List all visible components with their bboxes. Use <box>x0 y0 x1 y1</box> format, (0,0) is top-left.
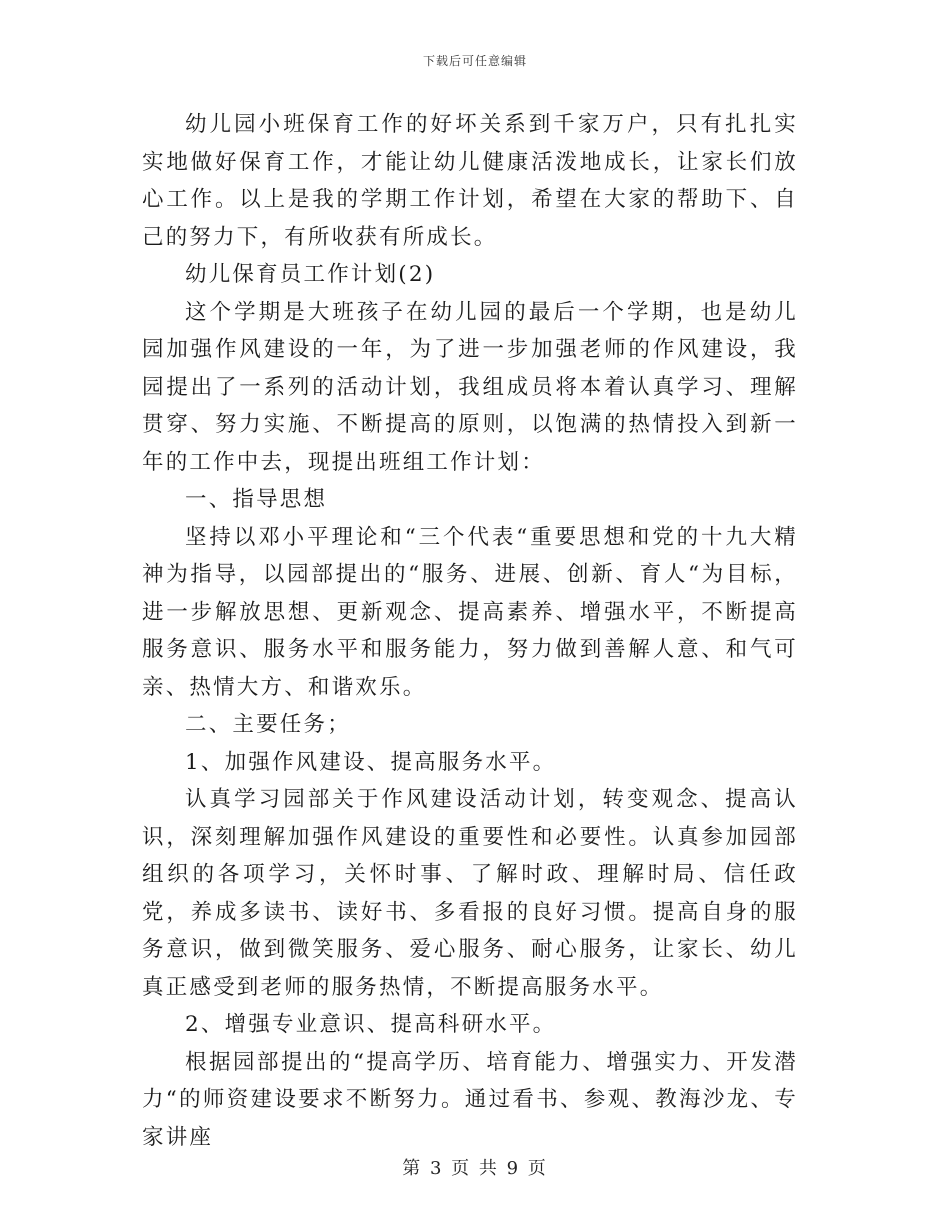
page-number: 第 3 页 共 9 页 <box>402 1158 548 1179</box>
heading-main-tasks: 二、主要任务； <box>185 712 351 737</box>
section-title: 幼儿保育员工作计划(2) <box>185 262 436 287</box>
paragraph-task-1: 认真学习园部关于作风建设活动计划，转变观念、提高认识，深刻理解加强作风建设的重要性和必要性。认真参加园部组织的各项学习，关怀时事、了解时政、理解时局、信任政党，养成多读书、读好书、多看报的良好习惯。提高自身的服务意识，做到微笑服务、爱心服务、耐心服务，让家长、幼儿真正感受到老师的服务热情，不断提高服务水平。 <box>142 787 798 1000</box>
paragraph-guiding-thought: 坚持以邓小平理论和“三个代表“重要思想和党的十九大精神为指导，以园部提出的“服务、进展、创新、育人“为目标，进一步解放思想、更新观念、提高素养、增强水平，不断提高服务意识、服务水平和服务能力，努力做到善解人意、和气可亲、热情大方、和谐欢乐。 <box>142 524 798 700</box>
subheading-task-1: 1、加强作风建设、提高服务水平。 <box>185 749 557 775</box>
subheading-task-2: 2、增强专业意识、提高科研水平。 <box>185 1012 557 1037</box>
heading-guiding-thought: 一、指导思想 <box>185 487 328 512</box>
paragraph-task-2: 根据园部提出的“提高学历、培育能力、增强实力、开发潜力“的师资建设要求不断努力。通过看书、参观、教海沙龙、专家讲座 <box>142 1049 798 1150</box>
paragraph-intro: 这个学期是大班孩子在幼儿园的最后一个学期，也是幼儿园加强作风建设的一年，为了进一步加强老师的作风建设，我园提出了一系列的活动计划，我组成员将本着认真学习、理解贯穿、努力实施、不断提高的原则，以饱满的热情投入到新一年的工作中去，现提出班组工作计划： <box>142 299 798 475</box>
document-body <box>142 106 798 1156</box>
paragraph-conclusion: 幼儿园小班保育工作的好坏关系到千家万户，只有扎扎实实地做好保育工作，才能让幼儿健康活泼地成长，让家长们放心工作。以上是我的学期工作计划，希望在大家的帮助下、自己的努力下，有所收获有所成长。 <box>142 112 798 250</box>
page-header: 下载后可任意编辑 <box>422 54 527 68</box>
